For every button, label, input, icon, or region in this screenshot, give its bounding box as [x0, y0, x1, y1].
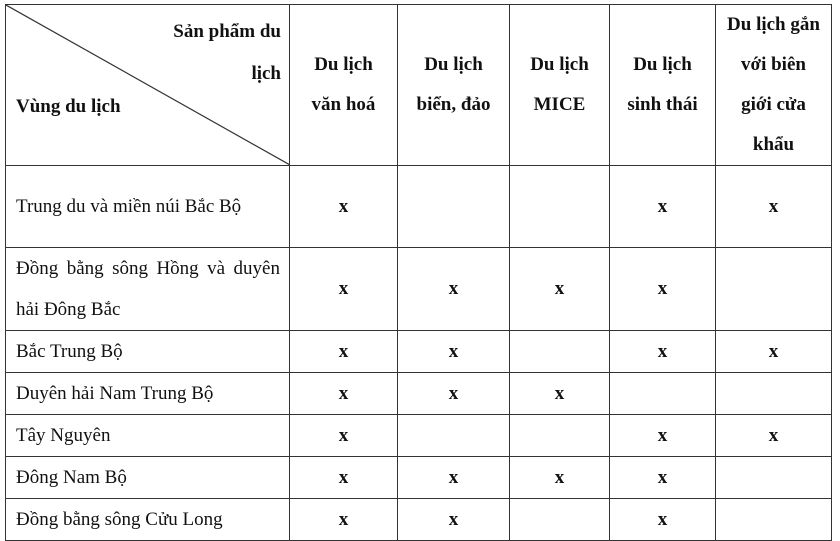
table-row	[6, 499, 832, 541]
mark-cell	[510, 166, 610, 248]
region-name: Đông Nam Bộ	[6, 457, 290, 499]
region-name: Duyên hải Nam Trung Bộ	[6, 373, 290, 415]
mark-cell	[510, 415, 610, 457]
corner-regions-label: Vùng du lịch	[16, 96, 121, 117]
mark-cell: x	[398, 499, 510, 541]
mark-cell: x	[510, 248, 610, 331]
mark-cell: x	[716, 415, 832, 457]
region-name: Đồng bằng sông Hồng và duyên hải Đông Bắc	[6, 248, 290, 331]
column-header-culture: Du lịch văn hoá	[290, 5, 398, 166]
mark-cell: x	[610, 415, 716, 457]
region-name: Bắc Trung Bộ	[6, 331, 290, 373]
corner-header-cell	[6, 5, 290, 166]
region-name: Tây Nguyên	[6, 415, 290, 457]
mark-cell: x	[290, 166, 398, 248]
mark-cell: x	[610, 166, 716, 248]
mark-cell: x	[610, 457, 716, 499]
mark-cell: x	[510, 373, 610, 415]
mark-cell: x	[290, 415, 398, 457]
mark-cell	[610, 373, 716, 415]
mark-cell: x	[610, 499, 716, 541]
mark-cell	[510, 331, 610, 373]
table-row	[6, 457, 832, 499]
region-name: Đồng bằng sông Cửu Long	[6, 499, 290, 541]
column-header-mice: Du lịch MICE	[510, 5, 610, 166]
table-row	[6, 166, 832, 248]
mark-cell: x	[610, 248, 716, 331]
mark-cell: x	[290, 331, 398, 373]
region-name: Trung du và miền núi Bắc Bộ	[6, 166, 290, 248]
mark-cell	[398, 166, 510, 248]
mark-cell: x	[610, 331, 716, 373]
column-header-border: Du lịch gắn với biên giới cửa khẩu	[716, 5, 832, 166]
mark-cell: x	[290, 248, 398, 331]
mark-cell: x	[398, 457, 510, 499]
mark-cell: x	[510, 457, 610, 499]
mark-cell: x	[290, 373, 398, 415]
table-row	[6, 248, 832, 331]
column-header-eco: Du lịch sinh thái	[610, 5, 716, 166]
mark-cell: x	[290, 457, 398, 499]
mark-cell	[716, 499, 832, 541]
header-row	[6, 5, 832, 166]
table-row	[6, 331, 832, 373]
mark-cell	[716, 373, 832, 415]
mark-cell: x	[716, 331, 832, 373]
corner-products-label: Sản phẩm du lịch	[173, 21, 281, 84]
mark-cell	[716, 457, 832, 499]
tourism-products-table	[5, 4, 832, 541]
mark-cell: x	[398, 331, 510, 373]
mark-cell	[510, 499, 610, 541]
mark-cell: x	[398, 373, 510, 415]
mark-cell	[716, 248, 832, 331]
table-row	[6, 415, 832, 457]
column-header-sea-island: Du lịch biển, đảo	[398, 5, 510, 166]
mark-cell: x	[398, 248, 510, 331]
table-row	[6, 373, 832, 415]
mark-cell: x	[716, 166, 832, 248]
mark-cell: x	[290, 499, 398, 541]
mark-cell	[398, 415, 510, 457]
